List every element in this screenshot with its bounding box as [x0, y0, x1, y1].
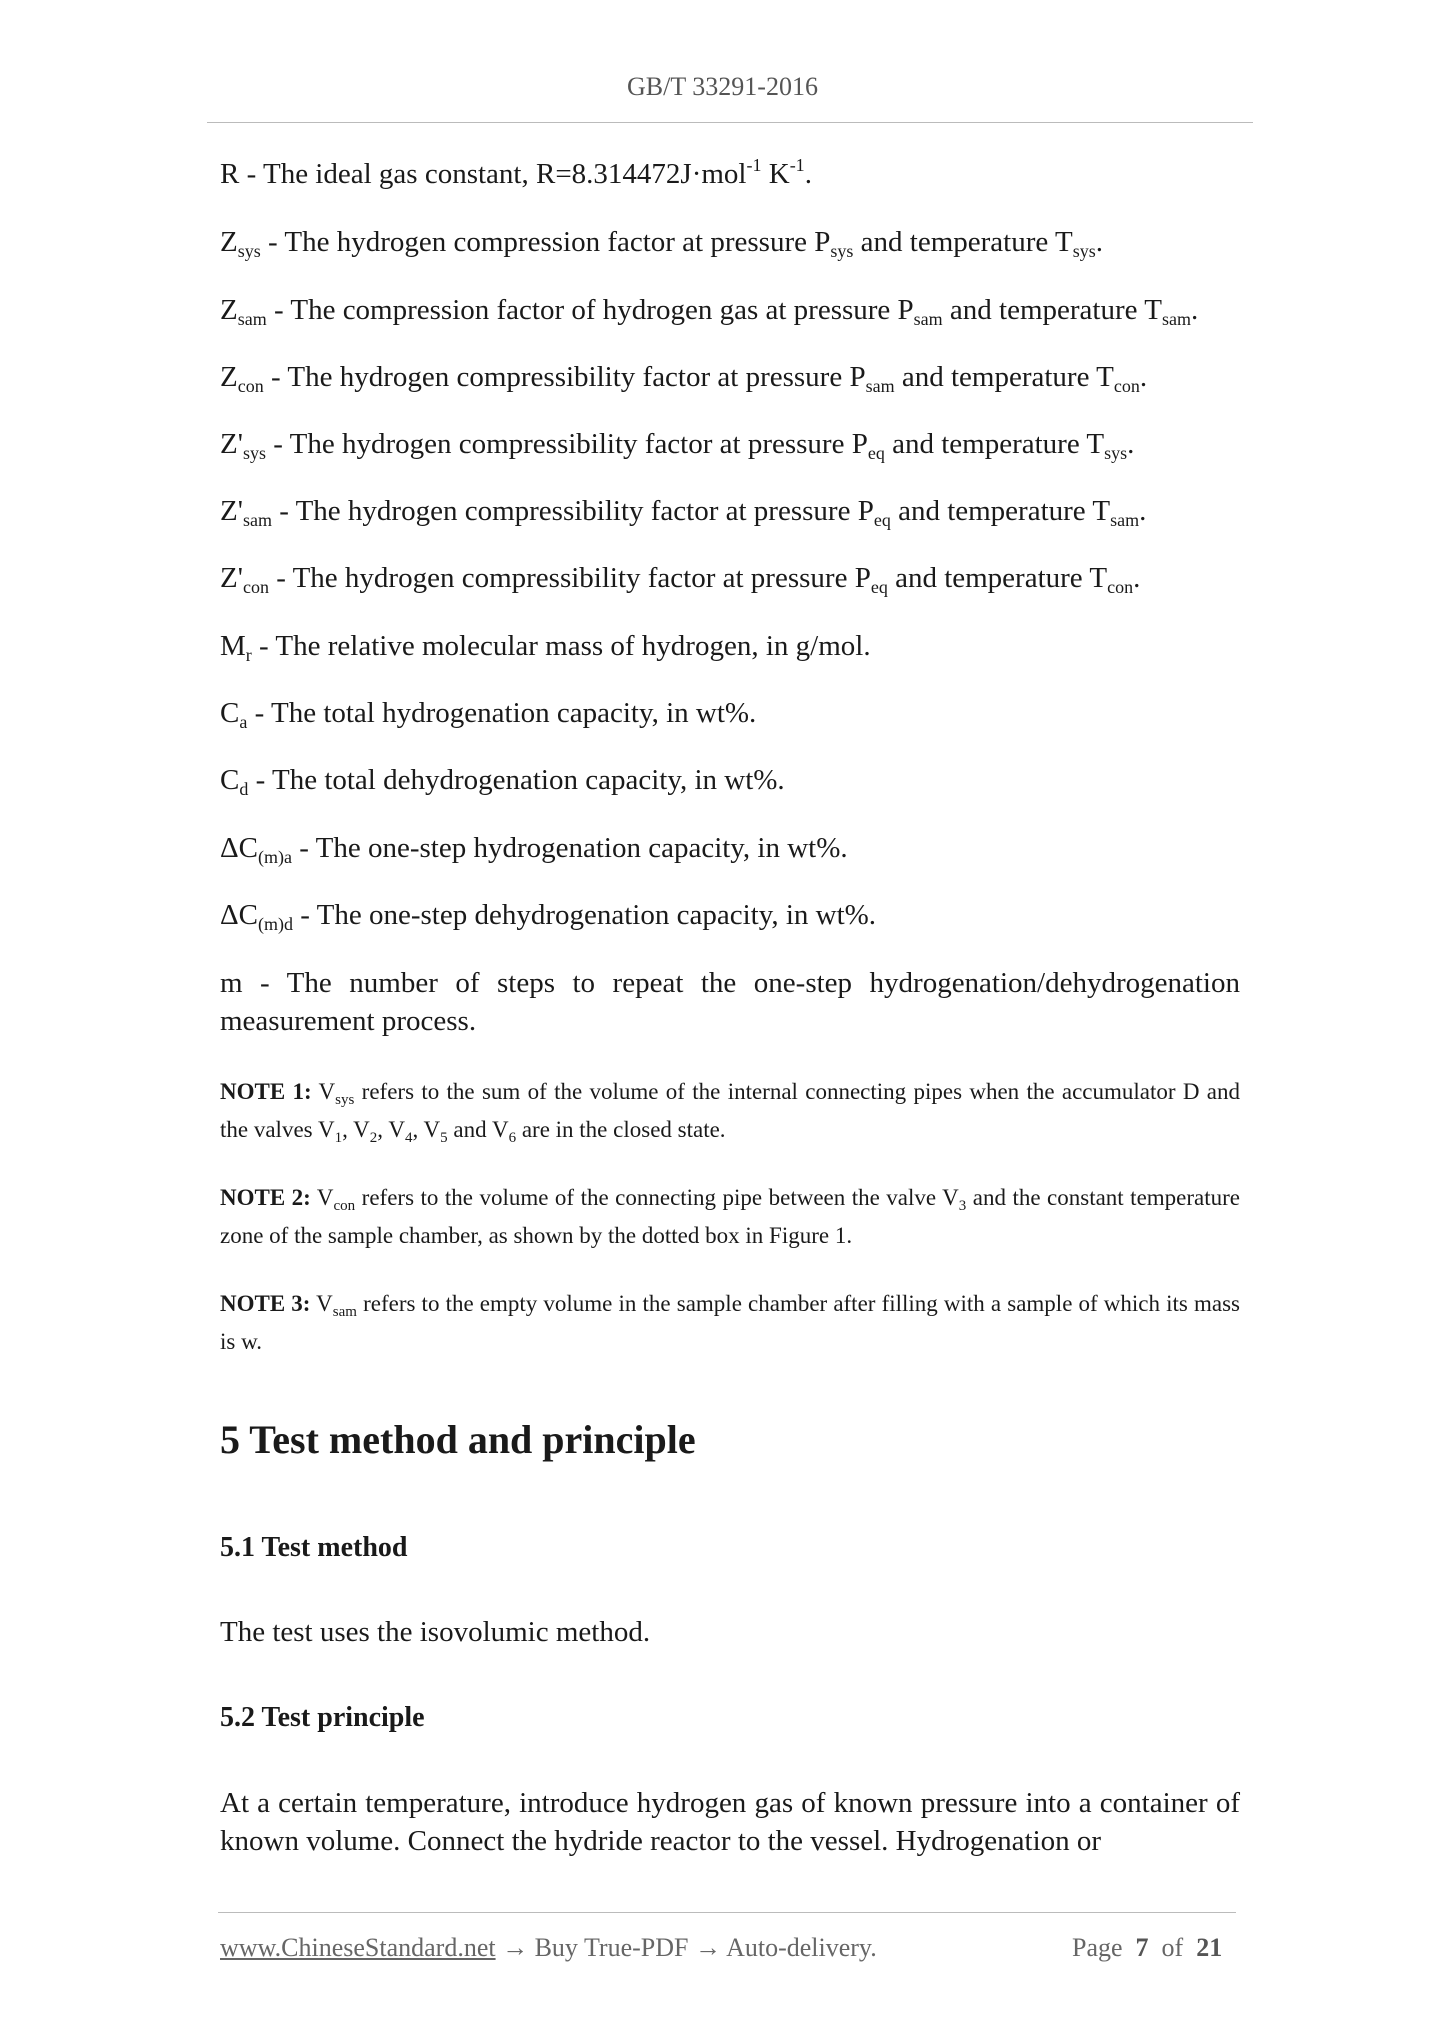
def-cd: $C_d$ - The total dehydrogenation capacity, in wt%.: [220, 764, 785, 799]
def-zsam: $Z_{sam}$ - The compression factor of hydrogen gas at pressure $P_{sam}$ and temperature $T_{sam}$.: [220, 294, 1199, 329]
def-delta-cma: $\Delta C_{(m)a}$ - The one-step hydrogenation capacity, in wt%.: [220, 832, 848, 867]
total-pages: 21: [1196, 1933, 1223, 1962]
section-5-2-text: At a certain temperature, introduce hydrogen gas of known pressure into a container of known volume. Connect the hydride reactor to the vessel. Hydrogenation or: [220, 1787, 1240, 1857]
chinesestandard-link[interactable]: www.ChineseStandard.net: [220, 1933, 496, 1962]
arrow-icon: →: [688, 1933, 727, 1962]
note-1: NOTE 1: $V_{sys}$ refers to the sum of the volume of the internal connecting pipes when the accumulator D and the valves $V_1$, $V_2$, $V_4$, $V_5$ and $V_6$ are in the closed state.: [220, 1079, 1240, 1146]
header-divider: [207, 122, 1253, 123]
current-page: 7: [1135, 1933, 1149, 1962]
def-mr: $M_r$ - The relative molecular mass of hydrogen, in g/mol.: [220, 630, 871, 665]
note-2: NOTE 2: $V_{con}$ refers to the volume of the connecting pipe between the valve $V_3$ and the constant temperature zone of the sample chamber, as shown by the dotted box in Figure 1.: [220, 1185, 1241, 1248]
def-ca: $C_a$ - The total hydrogenation capacity, in wt%.: [220, 697, 757, 732]
note-3: NOTE 3: $V_{sam}$ refers to the empty volume in the sample chamber after filling with a sample of which its mass is w.: [220, 1291, 1240, 1354]
footer-links: [220, 1933, 877, 1963]
def-zsys: $Z_{sys}$ - The hydrogen compression factor at pressure $P_{sys}$ and temperature $T_{sys}$.: [220, 226, 1103, 261]
buy-true-pdf-link[interactable]: Buy True-PDF: [534, 1933, 689, 1962]
auto-delivery-text: Auto-delivery.: [726, 1933, 877, 1962]
section-5-1-heading: 5.1 Test method: [220, 1532, 408, 1563]
def-zprime-sys: $Z'_{sys}$ - The hydrogen compressibility factor at pressure $P_{eq}$ and temperature $T_{sys}$.: [220, 428, 1135, 463]
section-5-heading: 5 Test method and principle: [220, 1417, 696, 1462]
page-header-title: GB/T 33291-2016: [627, 72, 818, 101]
page-indicator: Page 7 of 21: [1072, 1933, 1223, 1962]
def-m: m - The number of steps to repeat the one-step hydrogenation/dehydrogenation measurement process.: [220, 967, 1240, 1037]
def-delta-cmd: $\Delta C_{(m)d}$ - The one-step dehydrogenation capacity, in wt%.: [220, 899, 877, 934]
arrow-icon: →: [495, 1933, 535, 1962]
footer-divider: [218, 1912, 1236, 1913]
def-zcon: $Z_{con}$ - The hydrogen compressibility factor at pressure $P_{sam}$ and temperature $T_{con}$.: [220, 361, 1148, 396]
def-r: R - The ideal gas constant, R=8.314472J·mol$^{-1}$ $K^{-1}$.: [220, 155, 812, 190]
section-5-1-text: The test uses the isovolumic method.: [220, 1616, 651, 1648]
section-5-2-heading: 5.2 Test principle: [220, 1702, 425, 1733]
def-zprime-con: $Z'_{con}$ - The hydrogen compressibility factor at pressure $P_{eq}$ and temperature $T_{con}$.: [220, 562, 1141, 597]
def-zprime-sam: $Z'_{sam}$ - The hydrogen compressibility factor at pressure $P_{eq}$ and temperature $T_{sam}$.: [220, 495, 1147, 530]
